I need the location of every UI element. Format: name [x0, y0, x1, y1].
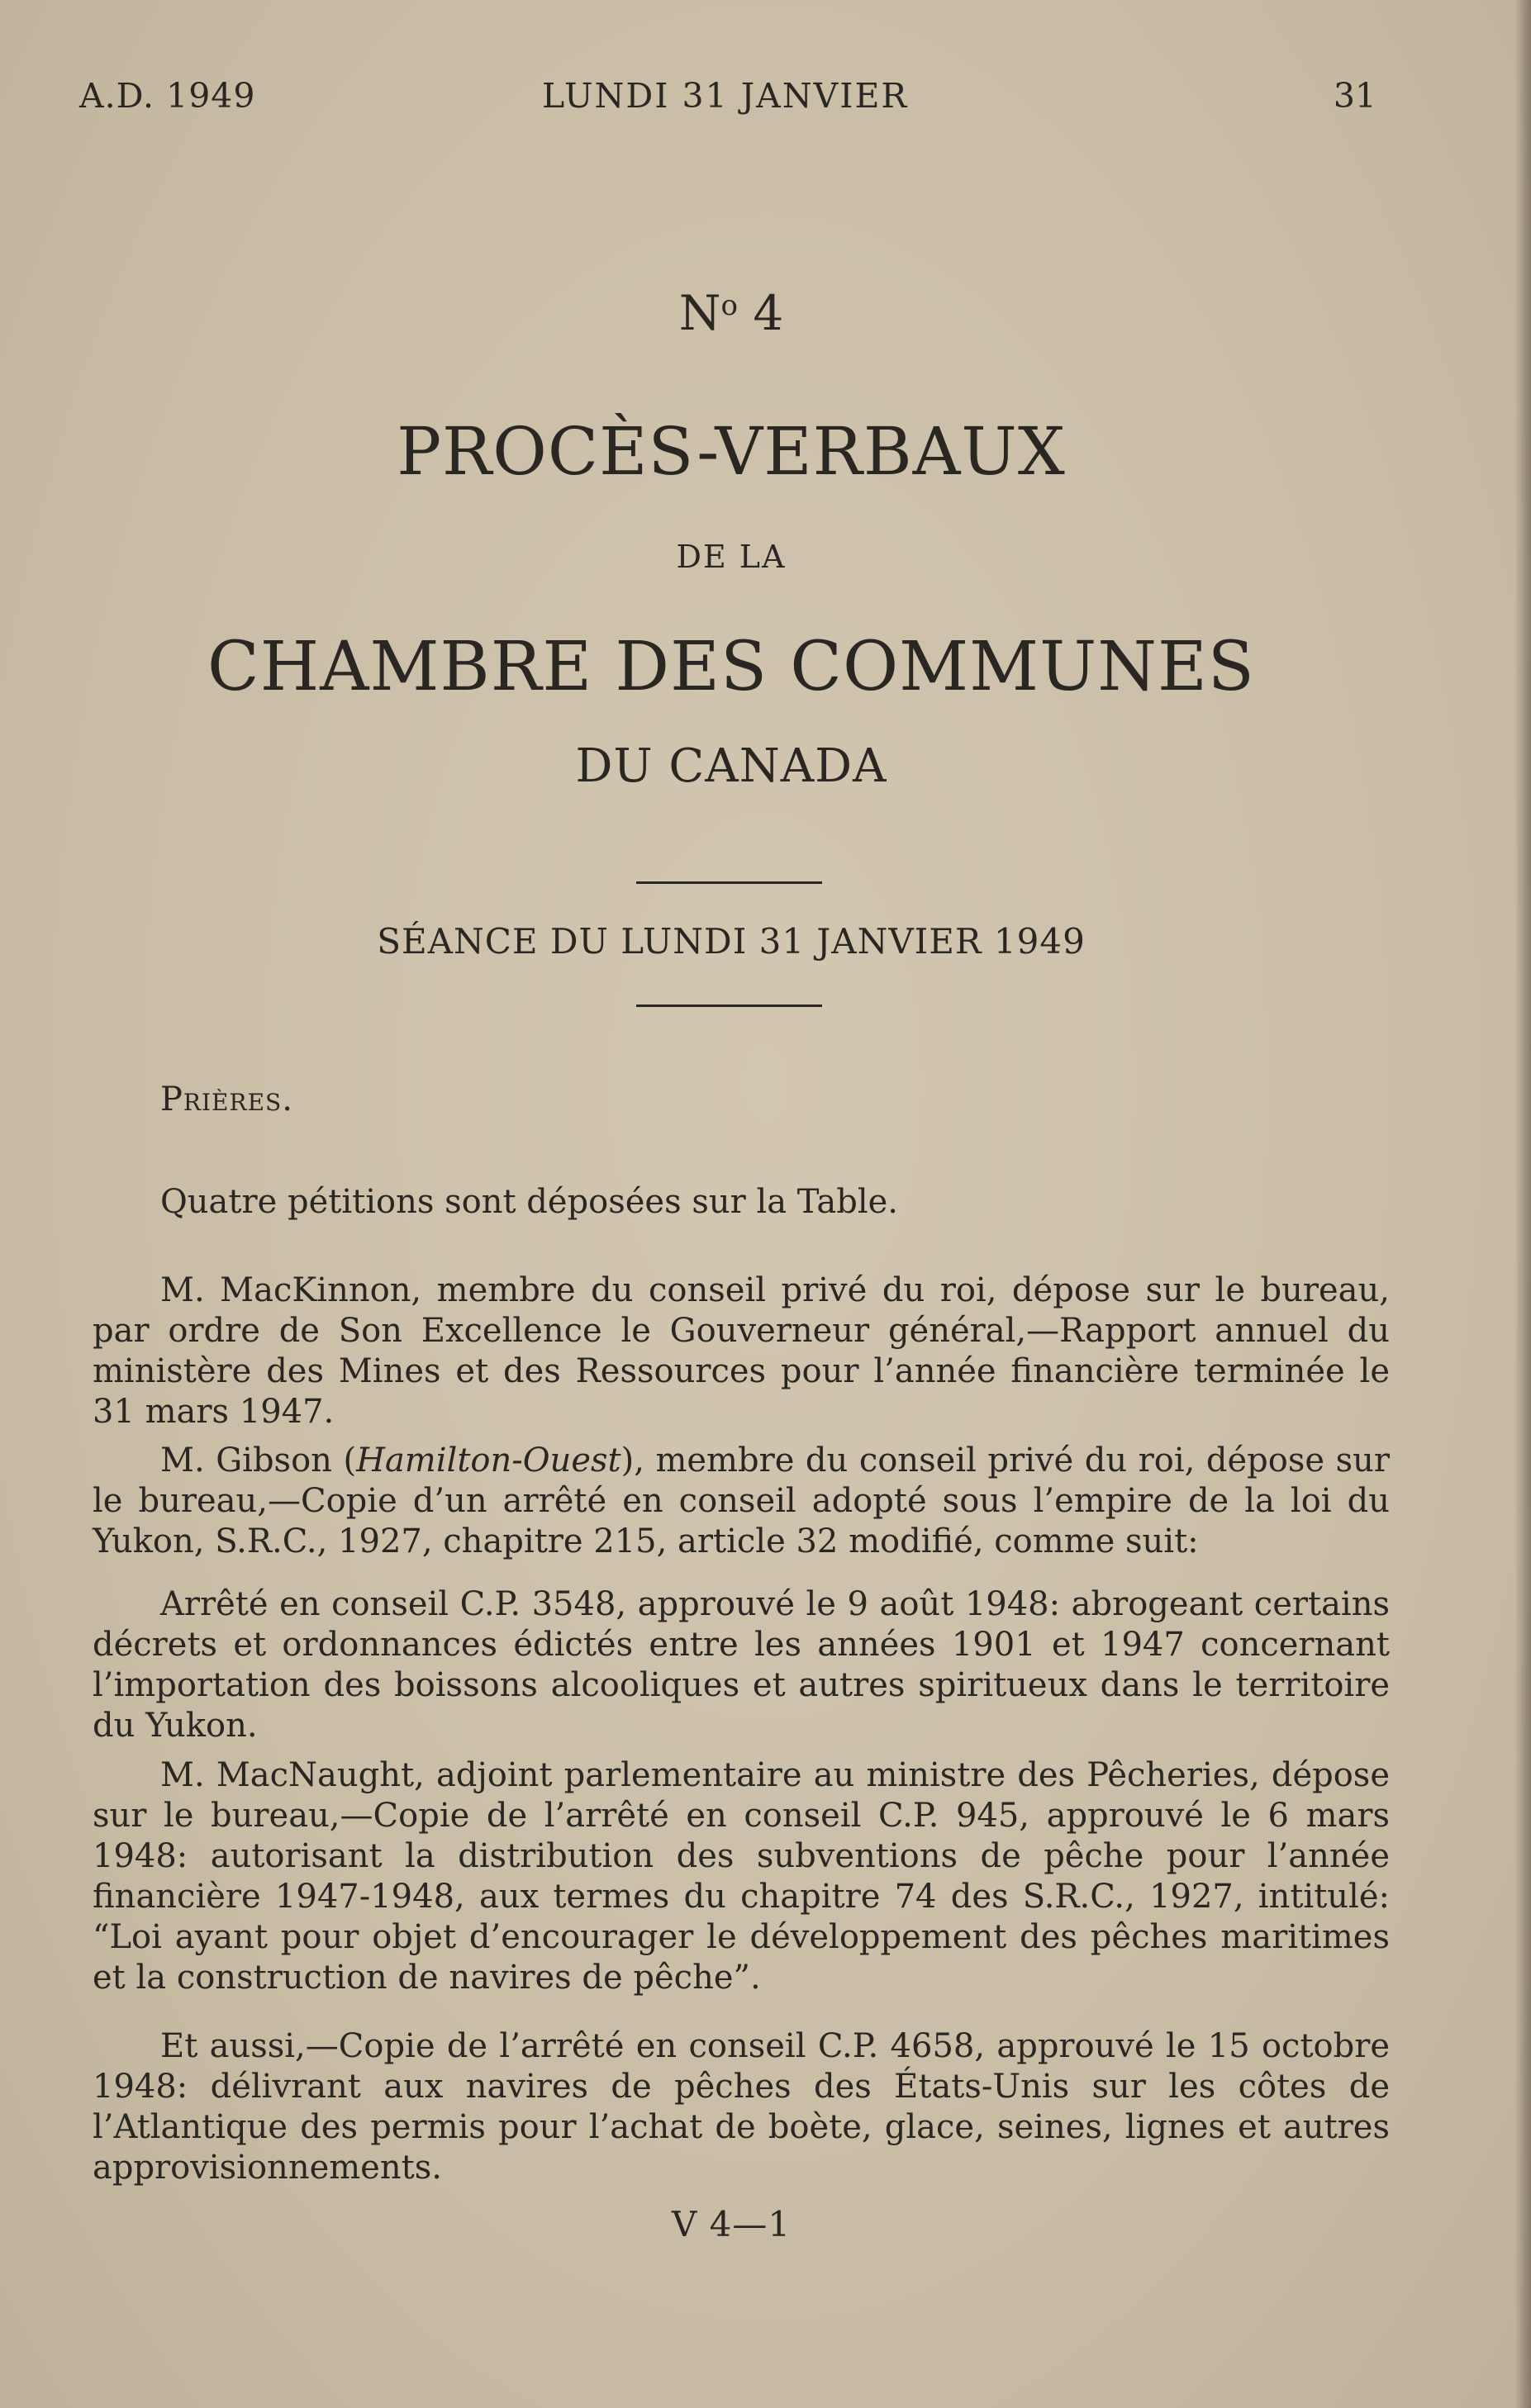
header-date: LUNDI 31 JANVIER: [542, 76, 909, 116]
running-header: [79, 76, 1376, 126]
prieres-label: Prières.: [160, 1081, 293, 1119]
gibson-riding: Hamilton-Ouest: [356, 1441, 621, 1479]
issue-number-value: 4: [753, 285, 784, 341]
title-de-la: DE LA: [676, 539, 787, 575]
paragraph-et-aussi: [93, 2026, 1390, 2188]
prayers-line: [93, 1080, 1390, 1120]
issue-number-sup: o: [720, 289, 738, 322]
paragraph-macnaught: [93, 1755, 1390, 1998]
page-edge-shadow: [1514, 0, 1531, 2408]
paragraph-mackinnon: [93, 1270, 1390, 1432]
header-year: A.D. 1949: [79, 76, 256, 116]
paragraph-petitions: [93, 1182, 1390, 1223]
session-heading: SÉANCE DU LUNDI 31 JANVIER 1949: [377, 921, 1086, 962]
title-proces-verbaux: PROCÈS-VERBAUX: [397, 413, 1066, 490]
paragraph-arrete-yukon: [93, 1584, 1390, 1746]
paragraph-text: M. MacKinnon, membre du conseil privé du roi, dépose sur le bureau, par ordre de Son Excellence le Gouverneur général,—Rapport annuel du ministère des Mines et des Ressources pour l’année financière terminée le 31 mars 1947.: [93, 1271, 1390, 1431]
paragraph-gibson: [93, 1441, 1390, 1562]
divider-top: [636, 881, 822, 884]
paragraph-text: Et aussi,—Copie de l’arrêté en conseil C.P. 4658, approuvé le 15 octobre 1948: délivrant aux navires de pêches des États-Unis sur les côtes de l’Atlantique des permis pour l’achat de boète, glace, seines, lignes et autres approvisionnements.: [93, 2027, 1390, 2187]
title-du-canada: DU CANADA: [575, 739, 887, 793]
title-chambre: CHAMBRE DES COMMUNES: [207, 628, 1255, 706]
signature-mark: V 4—1: [671, 2204, 792, 2244]
gibson-rest: ), membre du conseil privé du roi, dépose sur le bureau,—Copie d’un arrêté en conseil adopté sous l’empire de la loi du Yukon, S.R.C., 1927, chapitre 215, article 32 modifié, comme suit:: [93, 1441, 1390, 1560]
paragraph-text: Quatre pétitions sont déposées sur la Table.: [160, 1183, 899, 1221]
paragraph-text: Arrêté en conseil C.P. 3548, approuvé le 9 août 1948: abrogeant certains décrets et ordonnances édictés entre les années 1901 et 1947 concernant l’importation des boissons alcooliques et autres spiritueux dans le territoire du Yukon.: [93, 1585, 1390, 1745]
issue-number-prefix: N: [678, 285, 721, 341]
gibson-start: M. Gibson (: [160, 1441, 357, 1479]
issue-number: [0, 285, 1462, 341]
paragraph-text: M. MacNaught, adjoint parlementaire au ministre des Pêcheries, dépose sur le bureau,—Copie de l’arrêté en conseil C.P. 945, approuvé le 6 mars 1948: autorisant la distribution des subventions de pêche pour l’année financière 1947-1948, aux termes du chapitre 74 des S.R.C., 1927, intitulé: “Loi ayant pour objet d’encourager le développement des pêches maritimes et la construction de navires de pêche”.: [93, 1756, 1390, 1997]
paragraph-text: [93, 1441, 1390, 1562]
divider-bottom: [636, 1005, 822, 1007]
page-number: 31: [1333, 76, 1376, 116]
